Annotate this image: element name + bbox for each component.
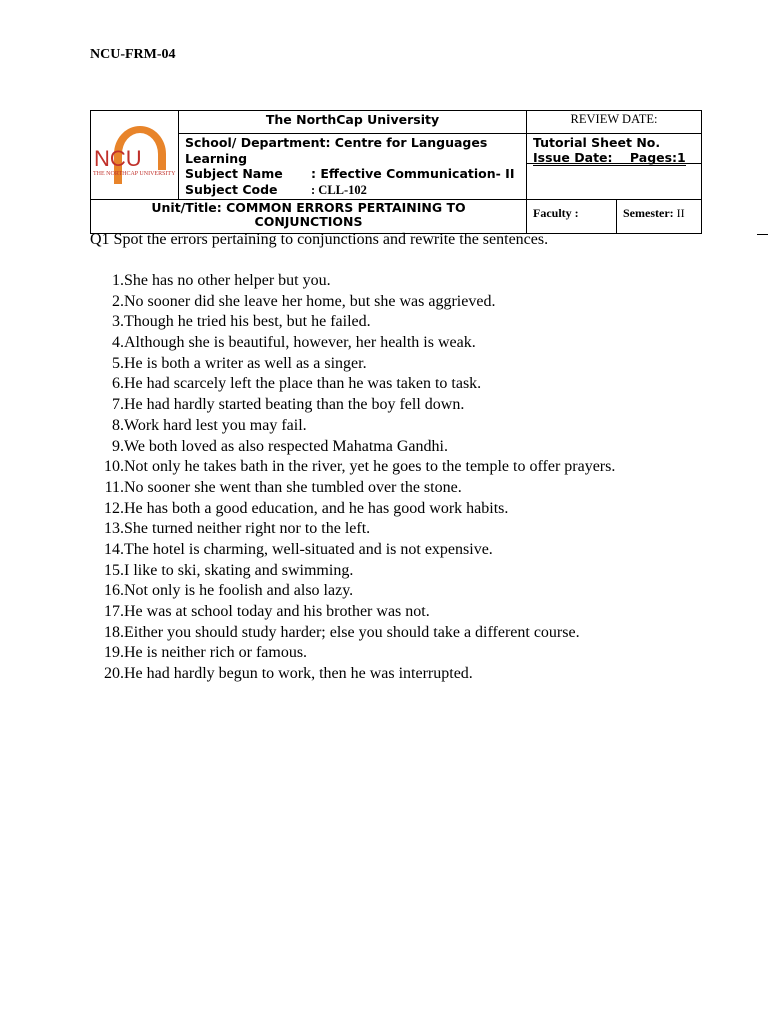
item-number: 9. <box>112 437 124 455</box>
item-number: 4. <box>112 334 124 352</box>
review-date: REVIEW DATE: <box>570 112 658 126</box>
item-number: 19. <box>104 644 124 662</box>
subject-code-label: Subject Code <box>185 181 278 197</box>
semester-cell <box>617 200 702 234</box>
item-number: 8. <box>112 416 124 434</box>
item-number: 12. <box>104 499 124 517</box>
list-item <box>90 292 496 313</box>
tutorial-cell <box>527 134 702 200</box>
list-item <box>90 416 307 437</box>
item-number: 3. <box>112 313 124 331</box>
item-sentence: He is both a writer as well as a singer. <box>124 354 367 372</box>
item-number: 17. <box>104 603 124 620</box>
item-sentence: Not only is he foolish and also lazy. <box>124 582 354 600</box>
list-item <box>90 478 462 499</box>
logo-cell <box>91 111 179 200</box>
logo-caption: THE NORTHCAP UNIVERSITY <box>93 171 176 177</box>
list-item <box>90 374 482 395</box>
unit-title: Unit/Title: COMMON ERRORS PERTAINING TO CONJUNCTIONS <box>151 200 466 229</box>
list-item <box>90 581 354 602</box>
list-item <box>90 519 371 540</box>
faculty-cell <box>527 200 617 234</box>
item-sentence: She turned neither right nor to the left. <box>124 520 371 538</box>
list-item <box>90 354 367 375</box>
item-sentence: He was at school today and his brother was not. <box>124 603 430 620</box>
unit-title-cell <box>91 200 527 234</box>
university-name: The NorthCap University <box>265 112 440 127</box>
item-number: 6. <box>112 375 124 393</box>
subject-code-value: : CLL-102 <box>311 182 367 197</box>
subject-name-value: : Effective Communication- II <box>311 166 515 181</box>
school-department: School/ Department: Centre for Languages Learning <box>185 135 488 166</box>
item-sentence: He had hardly begun to work, then he was interrupted. <box>124 665 473 683</box>
review-date-cell <box>527 111 702 134</box>
form-code: NCU-FRM-04 <box>90 47 176 62</box>
item-number: 16. <box>104 582 124 600</box>
item-number: 11. <box>104 478 124 496</box>
item-number: 5. <box>112 354 124 372</box>
item-sentence: The hotel is charming, well-situated and is not expensive. <box>124 540 493 558</box>
item-sentence: Work hard lest you may fail. <box>124 416 307 434</box>
item-sentence: He had scarcely left the place than he was taken to task. <box>124 375 482 393</box>
item-number: 15. <box>104 561 124 579</box>
list-item <box>90 333 476 354</box>
margin-mark <box>757 234 768 235</box>
list-item <box>90 499 509 520</box>
semester-value: II <box>676 206 685 220</box>
department-cell <box>179 134 527 200</box>
list-item <box>90 312 371 333</box>
list-item <box>90 540 493 561</box>
item-number: 18. <box>104 623 124 641</box>
list-item <box>90 623 580 644</box>
list-item <box>90 437 448 458</box>
list-item <box>90 643 308 664</box>
faculty-label: Faculty : <box>533 206 579 220</box>
item-sentence: Although she is beautiful, however, her health is weak. <box>124 334 476 352</box>
item-number: 10. <box>104 458 124 476</box>
item-sentence: Not only he takes bath in the river, yet he goes to the temple to offer prayers. <box>124 458 616 476</box>
list-item <box>90 271 331 292</box>
item-sentence: She has no other helper but you. <box>124 272 331 289</box>
list-item <box>90 664 473 685</box>
item-number: 14. <box>104 540 124 558</box>
university-name-cell <box>179 111 527 134</box>
question-heading: Q1 Spot the errors pertaining to conjunctions and rewrite the sentences. <box>90 231 549 248</box>
issue-date: Issue Date: Pages:1 <box>533 150 686 165</box>
list-item <box>90 561 354 582</box>
semester-label: Semester: <box>623 206 674 220</box>
university-logo <box>92 114 176 194</box>
subject-name-label: Subject Name <box>185 166 283 181</box>
item-sentence: He had hardly started beating than the boy fell down. <box>124 396 465 414</box>
item-number: 13. <box>104 520 124 538</box>
list-item <box>90 395 465 416</box>
item-number: 2. <box>112 292 124 310</box>
item-sentence: I like to ski, skating and swimming. <box>124 561 354 579</box>
list-item <box>90 602 430 623</box>
tutorial-sheet-no: Tutorial Sheet No. <box>533 135 661 150</box>
sentence-list <box>90 271 616 685</box>
item-sentence: Though he tried his best, but he failed. <box>124 313 371 331</box>
item-number: 1. <box>112 272 124 289</box>
list-item <box>90 457 616 478</box>
item-sentence: He is neither rich or famous. <box>124 644 308 662</box>
logo-letters: NCU <box>94 146 142 171</box>
item-number: 20. <box>104 665 124 683</box>
item-sentence: We both loved as also respected Mahatma Gandhi. <box>124 437 448 455</box>
header-table <box>90 110 702 234</box>
item-sentence: No sooner did she leave her home, but she was aggrieved. <box>124 292 496 310</box>
item-sentence: He has both a good education, and he has good work habits. <box>124 499 509 517</box>
tutorial-divider <box>527 163 701 164</box>
item-number: 7. <box>112 396 124 414</box>
item-sentence: Either you should study harder; else you should take a different course. <box>124 623 580 641</box>
item-sentence: No sooner she went than she tumbled over the stone. <box>124 478 462 496</box>
